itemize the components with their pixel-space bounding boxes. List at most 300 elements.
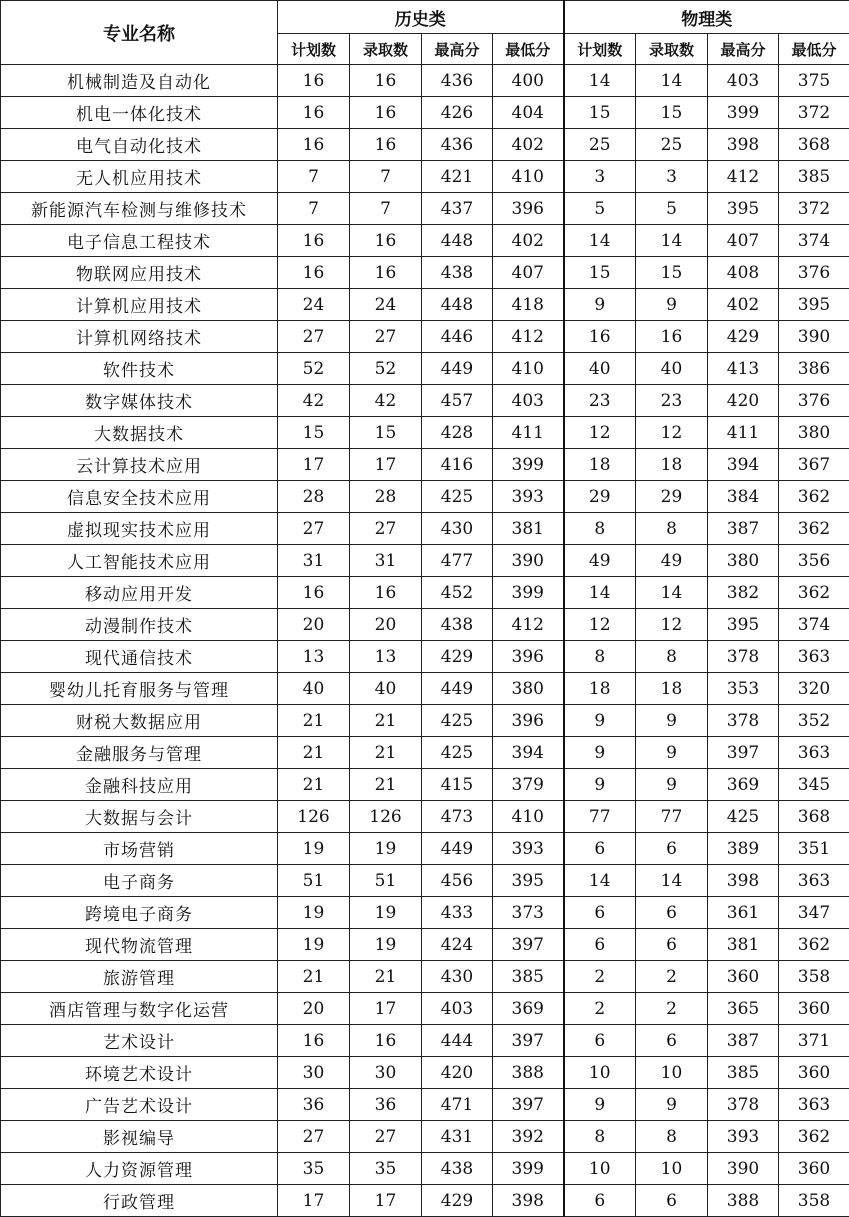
history-admit-cell: 16 [350, 1025, 422, 1057]
table-row [1, 705, 849, 737]
physics-min-cell: 362 [779, 1121, 849, 1153]
physics-admit-cell: 14 [636, 865, 708, 897]
physics-admit-cell: 9 [636, 1089, 708, 1121]
history-min-cell: 393 [493, 833, 564, 865]
physics-max-header: 最高分 [708, 34, 779, 65]
major-name-cell: 动漫制作技术 [1, 609, 278, 641]
physics-plan-cell: 8 [564, 1121, 636, 1153]
table-row [1, 97, 849, 129]
history-min-cell: 399 [493, 1153, 564, 1185]
history-plan-cell: 16 [278, 577, 350, 609]
history-min-cell: 399 [493, 449, 564, 481]
history-plan-cell: 27 [278, 1121, 350, 1153]
history-min-cell: 403 [493, 385, 564, 417]
history-max-cell: 449 [422, 833, 493, 865]
physics-min-cell: 374 [779, 225, 849, 257]
history-min-cell: 390 [493, 545, 564, 577]
physics-admit-cell: 3 [636, 161, 708, 193]
history-max-cell: 457 [422, 385, 493, 417]
physics-plan-cell: 14 [564, 65, 636, 97]
history-min-cell: 404 [493, 97, 564, 129]
physics-max-cell: 395 [708, 609, 779, 641]
history-min-cell: 412 [493, 609, 564, 641]
physics-max-cell: 387 [708, 1025, 779, 1057]
table-row [1, 513, 849, 545]
major-name-cell: 现代通信技术 [1, 641, 278, 673]
major-name-cell: 广告艺术设计 [1, 1089, 278, 1121]
history-min-cell: 393 [493, 481, 564, 513]
history-admit-cell: 16 [350, 97, 422, 129]
physics-min-cell: 380 [779, 417, 849, 449]
physics-min-cell: 362 [779, 929, 849, 961]
history-plan-cell: 27 [278, 513, 350, 545]
history-plan-cell: 7 [278, 161, 350, 193]
table-row [1, 353, 849, 385]
physics-max-cell: 411 [708, 417, 779, 449]
physics-min-header: 最低分 [779, 34, 849, 65]
table-row [1, 1153, 849, 1185]
physics-plan-cell: 14 [564, 865, 636, 897]
major-name-cell: 婴幼儿托育服务与管理 [1, 673, 278, 705]
physics-admit-cell: 9 [636, 737, 708, 769]
physics-admit-cell: 49 [636, 545, 708, 577]
history-plan-cell: 42 [278, 385, 350, 417]
history-min-cell: 396 [493, 193, 564, 225]
physics-max-cell: 398 [708, 865, 779, 897]
history-admit-cell: 27 [350, 513, 422, 545]
physics-group-header: 物理类 [564, 1, 849, 34]
history-plan-cell: 16 [278, 65, 350, 97]
physics-plan-cell: 16 [564, 321, 636, 353]
physics-plan-cell: 12 [564, 609, 636, 641]
physics-max-cell: 384 [708, 481, 779, 513]
history-plan-cell: 24 [278, 289, 350, 321]
physics-admit-cell: 23 [636, 385, 708, 417]
physics-max-cell: 389 [708, 833, 779, 865]
history-min-header: 最低分 [493, 34, 564, 65]
history-admit-cell: 7 [350, 193, 422, 225]
physics-admit-cell: 10 [636, 1153, 708, 1185]
table-row [1, 449, 849, 481]
physics-admit-cell: 12 [636, 417, 708, 449]
major-name-cell: 财税大数据应用 [1, 705, 278, 737]
history-max-cell: 446 [422, 321, 493, 353]
physics-admit-header: 录取数 [636, 34, 708, 65]
physics-max-cell: 387 [708, 513, 779, 545]
physics-admit-cell: 8 [636, 1121, 708, 1153]
history-admit-cell: 27 [350, 1121, 422, 1153]
history-plan-cell: 52 [278, 353, 350, 385]
table-row [1, 161, 849, 193]
history-admit-cell: 17 [350, 993, 422, 1025]
history-max-cell: 448 [422, 225, 493, 257]
history-min-cell: 398 [493, 1185, 564, 1217]
table-row [1, 1121, 849, 1153]
history-plan-cell: 31 [278, 545, 350, 577]
history-max-cell: 420 [422, 1057, 493, 1089]
physics-min-cell: 363 [779, 641, 849, 673]
history-admit-cell: 19 [350, 929, 422, 961]
table-row [1, 1057, 849, 1089]
table-row [1, 481, 849, 513]
history-admit-cell: 16 [350, 129, 422, 161]
physics-plan-cell: 77 [564, 801, 636, 833]
history-max-cell: 448 [422, 289, 493, 321]
history-admit-header: 录取数 [350, 34, 422, 65]
history-min-cell: 373 [493, 897, 564, 929]
physics-plan-cell: 3 [564, 161, 636, 193]
history-plan-cell: 17 [278, 449, 350, 481]
history-plan-cell: 21 [278, 961, 350, 993]
table-row [1, 257, 849, 289]
history-max-cell: 456 [422, 865, 493, 897]
physics-admit-cell: 29 [636, 481, 708, 513]
history-max-cell: 430 [422, 961, 493, 993]
physics-min-cell: 363 [779, 865, 849, 897]
history-plan-cell: 13 [278, 641, 350, 673]
history-plan-cell: 20 [278, 993, 350, 1025]
physics-max-cell: 385 [708, 1057, 779, 1089]
history-max-cell: 477 [422, 545, 493, 577]
history-admit-cell: 13 [350, 641, 422, 673]
major-name-cell: 移动应用开发 [1, 577, 278, 609]
major-name-cell: 大数据与会计 [1, 801, 278, 833]
history-admit-cell: 24 [350, 289, 422, 321]
table-row [1, 1089, 849, 1121]
history-min-cell: 381 [493, 513, 564, 545]
physics-max-cell: 390 [708, 1153, 779, 1185]
history-max-cell: 438 [422, 257, 493, 289]
history-max-cell: 425 [422, 481, 493, 513]
physics-min-cell: 372 [779, 97, 849, 129]
history-min-cell: 396 [493, 705, 564, 737]
history-admit-cell: 16 [350, 225, 422, 257]
history-min-cell: 397 [493, 929, 564, 961]
header-group-row [1, 1, 849, 34]
history-max-cell: 429 [422, 1185, 493, 1217]
history-admit-cell: 20 [350, 609, 422, 641]
history-admit-cell: 17 [350, 449, 422, 481]
history-min-cell: 418 [493, 289, 564, 321]
physics-max-cell: 399 [708, 97, 779, 129]
history-plan-cell: 16 [278, 257, 350, 289]
physics-min-cell: 358 [779, 1185, 849, 1217]
history-admit-cell: 52 [350, 353, 422, 385]
history-max-cell: 416 [422, 449, 493, 481]
history-admit-cell: 35 [350, 1153, 422, 1185]
history-min-cell: 397 [493, 1089, 564, 1121]
table-row [1, 993, 849, 1025]
major-name-cell: 环境艺术设计 [1, 1057, 278, 1089]
history-admit-cell: 16 [350, 65, 422, 97]
history-admit-cell: 28 [350, 481, 422, 513]
physics-plan-cell: 23 [564, 385, 636, 417]
history-admit-cell: 17 [350, 1185, 422, 1217]
physics-admit-cell: 15 [636, 257, 708, 289]
physics-admit-cell: 6 [636, 897, 708, 929]
table-row [1, 865, 849, 897]
history-max-header: 最高分 [422, 34, 493, 65]
history-min-cell: 397 [493, 1025, 564, 1057]
physics-plan-cell: 6 [564, 897, 636, 929]
physics-admit-cell: 9 [636, 705, 708, 737]
physics-min-cell: 360 [779, 993, 849, 1025]
physics-admit-cell: 12 [636, 609, 708, 641]
major-name-cell: 电子商务 [1, 865, 278, 897]
table-row [1, 1185, 849, 1217]
physics-max-cell: 365 [708, 993, 779, 1025]
history-plan-cell: 36 [278, 1089, 350, 1121]
history-min-cell: 411 [493, 417, 564, 449]
major-name-cell: 虚拟现实技术应用 [1, 513, 278, 545]
major-name-cell: 新能源汽车检测与维修技术 [1, 193, 278, 225]
physics-min-cell: 371 [779, 1025, 849, 1057]
physics-plan-cell: 18 [564, 449, 636, 481]
physics-max-cell: 353 [708, 673, 779, 705]
history-admit-cell: 21 [350, 769, 422, 801]
physics-min-cell: 368 [779, 801, 849, 833]
major-name-cell: 现代物流管理 [1, 929, 278, 961]
physics-min-cell: 363 [779, 1089, 849, 1121]
major-name-cell: 无人机应用技术 [1, 161, 278, 193]
physics-min-cell: 360 [779, 1057, 849, 1089]
physics-min-cell: 362 [779, 481, 849, 513]
major-name-cell: 数字媒体技术 [1, 385, 278, 417]
history-plan-header: 计划数 [278, 34, 350, 65]
physics-plan-cell: 2 [564, 993, 636, 1025]
major-name-cell: 电气自动化技术 [1, 129, 278, 161]
history-plan-cell: 21 [278, 769, 350, 801]
major-name-cell: 计算机网络技术 [1, 321, 278, 353]
physics-max-cell: 378 [708, 641, 779, 673]
physics-admit-cell: 77 [636, 801, 708, 833]
major-name-cell: 物联网应用技术 [1, 257, 278, 289]
major-name-cell: 跨境电子商务 [1, 897, 278, 929]
table-row [1, 321, 849, 353]
physics-plan-cell: 9 [564, 769, 636, 801]
history-admit-cell: 30 [350, 1057, 422, 1089]
history-admit-cell: 42 [350, 385, 422, 417]
history-plan-cell: 51 [278, 865, 350, 897]
major-name-cell: 人工智能技术应用 [1, 545, 278, 577]
history-plan-cell: 19 [278, 833, 350, 865]
physics-plan-cell: 10 [564, 1153, 636, 1185]
physics-admit-cell: 18 [636, 673, 708, 705]
history-max-cell: 471 [422, 1089, 493, 1121]
physics-min-cell: 356 [779, 545, 849, 577]
table-row [1, 193, 849, 225]
major-name-cell: 人力资源管理 [1, 1153, 278, 1185]
history-max-cell: 449 [422, 673, 493, 705]
physics-admit-cell: 2 [636, 993, 708, 1025]
history-min-cell: 399 [493, 577, 564, 609]
table-row [1, 225, 849, 257]
history-min-cell: 379 [493, 769, 564, 801]
physics-max-cell: 408 [708, 257, 779, 289]
physics-plan-cell: 15 [564, 97, 636, 129]
physics-min-cell: 368 [779, 129, 849, 161]
physics-max-cell: 393 [708, 1121, 779, 1153]
physics-plan-cell: 5 [564, 193, 636, 225]
history-plan-cell: 16 [278, 97, 350, 129]
physics-admit-cell: 16 [636, 321, 708, 353]
physics-admit-cell: 5 [636, 193, 708, 225]
physics-admit-cell: 40 [636, 353, 708, 385]
physics-admit-cell: 14 [636, 65, 708, 97]
table-row [1, 929, 849, 961]
physics-min-cell: 390 [779, 321, 849, 353]
physics-admit-cell: 10 [636, 1057, 708, 1089]
history-admit-cell: 21 [350, 737, 422, 769]
history-admit-cell: 27 [350, 321, 422, 353]
history-admit-cell: 51 [350, 865, 422, 897]
major-name-cell: 艺术设计 [1, 1025, 278, 1057]
history-min-cell: 369 [493, 993, 564, 1025]
physics-plan-cell: 10 [564, 1057, 636, 1089]
physics-plan-cell: 15 [564, 257, 636, 289]
history-plan-cell: 35 [278, 1153, 350, 1185]
major-name-cell: 电子信息工程技术 [1, 225, 278, 257]
physics-max-cell: 407 [708, 225, 779, 257]
physics-admit-cell: 15 [636, 97, 708, 129]
physics-min-cell: 372 [779, 193, 849, 225]
history-admit-cell: 21 [350, 705, 422, 737]
table-row [1, 737, 849, 769]
physics-min-cell: 351 [779, 833, 849, 865]
physics-max-cell: 398 [708, 129, 779, 161]
physics-max-cell: 369 [708, 769, 779, 801]
history-plan-cell: 40 [278, 673, 350, 705]
history-admit-cell: 21 [350, 961, 422, 993]
table-row [1, 673, 849, 705]
table-row [1, 801, 849, 833]
physics-min-cell: 375 [779, 65, 849, 97]
history-min-cell: 402 [493, 129, 564, 161]
physics-min-cell: 358 [779, 961, 849, 993]
major-name-cell: 信息安全技术应用 [1, 481, 278, 513]
physics-plan-cell: 14 [564, 577, 636, 609]
physics-plan-cell: 8 [564, 641, 636, 673]
physics-min-cell: 362 [779, 577, 849, 609]
physics-max-cell: 395 [708, 193, 779, 225]
history-max-cell: 424 [422, 929, 493, 961]
history-max-cell: 473 [422, 801, 493, 833]
physics-min-cell: 320 [779, 673, 849, 705]
physics-max-cell: 394 [708, 449, 779, 481]
major-name-cell: 市场营销 [1, 833, 278, 865]
physics-plan-cell: 6 [564, 833, 636, 865]
history-plan-cell: 27 [278, 321, 350, 353]
history-min-cell: 407 [493, 257, 564, 289]
physics-admit-cell: 14 [636, 225, 708, 257]
history-min-cell: 392 [493, 1121, 564, 1153]
physics-admit-cell: 6 [636, 1025, 708, 1057]
table-row [1, 417, 849, 449]
physics-plan-cell: 6 [564, 929, 636, 961]
physics-admit-cell: 6 [636, 1185, 708, 1217]
physics-min-cell: 385 [779, 161, 849, 193]
major-name-cell: 机械制造及自动化 [1, 65, 278, 97]
physics-admit-cell: 18 [636, 449, 708, 481]
history-max-cell: 403 [422, 993, 493, 1025]
physics-plan-cell: 14 [564, 225, 636, 257]
history-admit-cell: 19 [350, 897, 422, 929]
history-min-cell: 400 [493, 65, 564, 97]
physics-plan-cell: 2 [564, 961, 636, 993]
table-row [1, 385, 849, 417]
history-plan-cell: 20 [278, 609, 350, 641]
major-name-cell: 云计算技术应用 [1, 449, 278, 481]
history-max-cell: 438 [422, 1153, 493, 1185]
physics-admit-cell: 14 [636, 577, 708, 609]
physics-max-cell: 402 [708, 289, 779, 321]
history-plan-cell: 16 [278, 225, 350, 257]
physics-admit-cell: 8 [636, 513, 708, 545]
table-row [1, 289, 849, 321]
history-min-cell: 394 [493, 737, 564, 769]
history-plan-cell: 15 [278, 417, 350, 449]
history-max-cell: 430 [422, 513, 493, 545]
physics-plan-cell: 8 [564, 513, 636, 545]
major-name-cell: 机电一体化技术 [1, 97, 278, 129]
history-max-cell: 433 [422, 897, 493, 929]
history-admit-cell: 16 [350, 577, 422, 609]
major-name-cell: 金融科技应用 [1, 769, 278, 801]
history-admit-cell: 15 [350, 417, 422, 449]
history-plan-cell: 17 [278, 1185, 350, 1217]
history-plan-cell: 16 [278, 1025, 350, 1057]
physics-plan-cell: 9 [564, 737, 636, 769]
physics-admit-cell: 6 [636, 833, 708, 865]
table-body [1, 65, 849, 1217]
history-group-header: 历史类 [278, 1, 564, 34]
history-min-cell: 388 [493, 1057, 564, 1089]
history-plan-cell: 30 [278, 1057, 350, 1089]
physics-min-cell: 376 [779, 385, 849, 417]
table-row [1, 769, 849, 801]
history-plan-cell: 126 [278, 801, 350, 833]
table-row [1, 833, 849, 865]
history-admit-cell: 31 [350, 545, 422, 577]
history-max-cell: 436 [422, 129, 493, 161]
physics-min-cell: 345 [779, 769, 849, 801]
history-min-cell: 395 [493, 865, 564, 897]
history-max-cell: 449 [422, 353, 493, 385]
history-plan-cell: 21 [278, 705, 350, 737]
physics-admit-cell: 8 [636, 641, 708, 673]
history-max-cell: 436 [422, 65, 493, 97]
history-admit-cell: 7 [350, 161, 422, 193]
physics-max-cell: 412 [708, 161, 779, 193]
table-row [1, 897, 849, 929]
table-row [1, 129, 849, 161]
history-min-cell: 410 [493, 353, 564, 385]
physics-min-cell: 362 [779, 513, 849, 545]
physics-plan-cell: 40 [564, 353, 636, 385]
physics-min-cell: 360 [779, 1153, 849, 1185]
history-min-cell: 396 [493, 641, 564, 673]
physics-min-cell: 347 [779, 897, 849, 929]
history-max-cell: 425 [422, 737, 493, 769]
physics-min-cell: 386 [779, 353, 849, 385]
major-name-cell: 行政管理 [1, 1185, 278, 1217]
physics-admit-cell: 6 [636, 929, 708, 961]
history-min-cell: 380 [493, 673, 564, 705]
history-min-cell: 385 [493, 961, 564, 993]
history-plan-cell: 19 [278, 929, 350, 961]
history-max-cell: 428 [422, 417, 493, 449]
physics-plan-cell: 25 [564, 129, 636, 161]
